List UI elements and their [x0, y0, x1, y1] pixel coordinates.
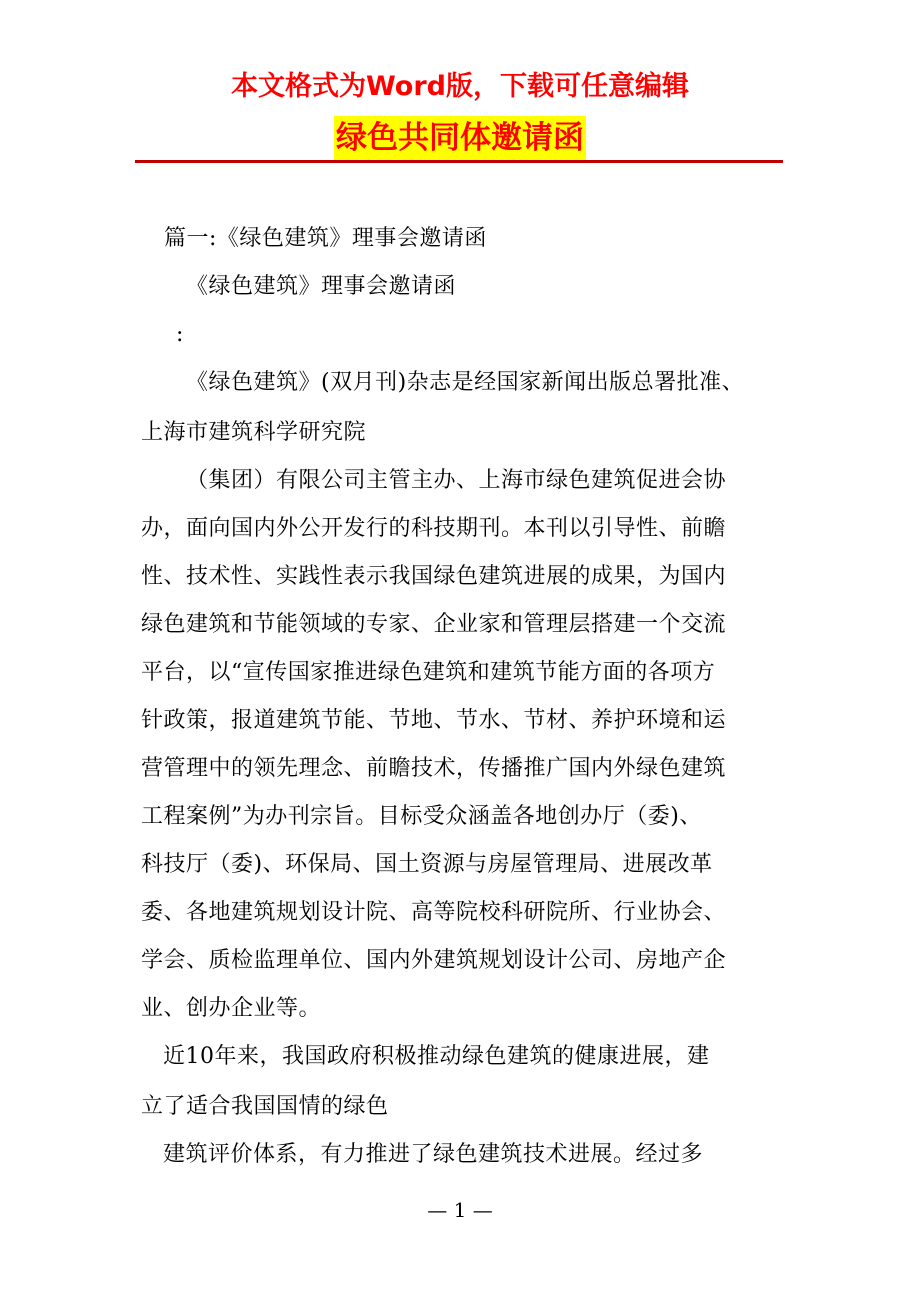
body-line: 篇一:《绿色建筑》理事会邀请函 [164, 226, 487, 251]
body-line: 平台，以“宣传国家推进绿色建筑和建筑节能方面的各项方 [141, 660, 716, 685]
body-line: 绿色建筑和节能领域的专家、企业家和管理层搭建一个交流 [141, 612, 727, 637]
body-line: 性、技术性、实践性表示我国绿色建筑进展的成果，为国内 [141, 564, 727, 589]
body-line: 营管理中的领先理念、前瞻技术，传播推广国内外绿色建筑 [141, 756, 727, 781]
body-line: 立了适合我国国情的绿色 [141, 1094, 389, 1119]
body-line: 办，面向国内外公开发行的科技期刊。本刊以引导性、前瞻 [141, 516, 727, 541]
body-line: 委、各地建筑规划设计院、高等院校科研院所、行业协会、 [141, 900, 727, 925]
title-wrapper [0, 116, 920, 160]
body-line: 业、创办企业等。 [141, 996, 322, 1021]
body-line: 学会、质检监理单位、国内外建筑规划设计公司、房地产企 [141, 948, 727, 973]
body-line: 针政策，报道建筑节能、节地、节水、节材、养护环境和运 [141, 708, 727, 733]
document-title: 绿色共同体邀请函 [334, 116, 586, 160]
body-line: 近10年来，我国政府积极推动绿色建筑的健康进展，建 [163, 1044, 710, 1069]
body-line: 《绿色建筑》(双月刊)杂志是经国家新闻出版总署批准、 [186, 370, 745, 395]
title-divider [135, 160, 783, 163]
body-line: 建筑评价体系，有力推进了绿色建筑技术进展。经过多 [163, 1142, 704, 1167]
body-line: 工程案例”为办刊宗旨。目标受众涵盖各地创办厅（委)、 [141, 804, 702, 829]
page-number: — 1 — [427, 1198, 493, 1222]
body-line: 上海市建筑科学研究院 [141, 420, 367, 445]
body-line: （集团）有限公司主管主办、上海市绿色建筑促进会协 [186, 468, 727, 493]
body-line: 科技厅（委)、环保局、国土资源与房屋管理局、进展改革 [141, 852, 713, 877]
format-banner: 本文格式为Word版，下载可任意编辑 [230, 71, 689, 102]
body-line: : [176, 322, 184, 347]
body-line: 《绿色建筑》理事会邀请函 [186, 274, 457, 299]
